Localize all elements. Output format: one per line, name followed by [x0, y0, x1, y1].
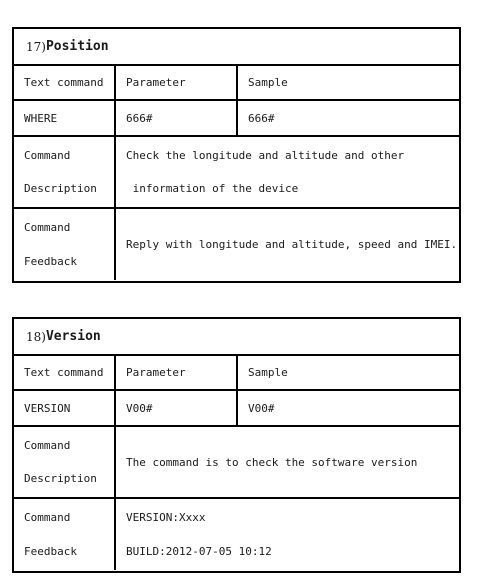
feedback-text-cell: [116, 499, 459, 570]
command-name-cell: WHERE: [14, 101, 116, 135]
section-number: 18): [26, 329, 46, 344]
header-sample: Sample: [248, 366, 288, 379]
description-label-cell: [14, 137, 116, 207]
description-label-line1: Command: [24, 149, 71, 162]
section-title-row: [14, 319, 459, 356]
description-text-line1: Check the longitude and altitude and other: [126, 149, 405, 162]
description-label-cell: [14, 427, 116, 497]
table-row-feedback: [14, 499, 459, 570]
feedback-label-line2: Feedback: [24, 254, 77, 268]
feedback-label-cell: [14, 499, 116, 570]
description-text-cell: The command is to check the software version: [126, 455, 418, 469]
feedback-text-line1: VERSION:Xxxx: [126, 511, 206, 525]
feedback-label-line2: Feedback: [24, 544, 77, 558]
description-text-cell: [116, 137, 459, 207]
header-sample: Sample: [248, 76, 288, 89]
version-command-table: [12, 317, 461, 573]
section-title-row: [14, 29, 459, 66]
feedback-label-line1: Command: [24, 511, 71, 525]
feedback-label-line1: Command: [24, 221, 71, 235]
header-parameter: Parameter: [116, 356, 238, 389]
feedback-text-cell: Reply with longitude and altitude, speed and IMEI.: [126, 238, 458, 251]
position-command-table: [12, 27, 461, 283]
parameter-cell: V00#: [116, 391, 238, 425]
header-text-command: Text command: [14, 66, 116, 99]
table-header-row: [14, 356, 459, 391]
section-title: Version: [45, 329, 101, 344]
header-text-command: Text command: [14, 356, 116, 389]
feedback-label-cell: [14, 209, 116, 280]
parameter-cell: 666#: [116, 101, 238, 135]
table-row-command: [14, 101, 459, 137]
description-label-line2: Description: [24, 472, 97, 485]
table-header-row: [14, 66, 459, 101]
section-number: 17): [26, 39, 46, 54]
description-label-line1: Command: [24, 439, 71, 452]
feedback-text-line2: BUILD:2012-07-05 10:12: [126, 544, 272, 558]
table-row-description: [14, 137, 459, 209]
sample-cell: 666#: [248, 111, 275, 125]
header-parameter: Parameter: [116, 66, 238, 99]
command-name-cell: VERSION: [14, 391, 116, 425]
section-title: Position: [45, 39, 109, 54]
description-label-line2: Description: [24, 182, 97, 195]
table-row-description: [14, 427, 459, 499]
table-row-command: [14, 391, 459, 427]
sample-cell: V00#: [248, 401, 275, 415]
description-text-line2: information of the device: [126, 182, 299, 195]
table-row-feedback: [14, 209, 459, 280]
